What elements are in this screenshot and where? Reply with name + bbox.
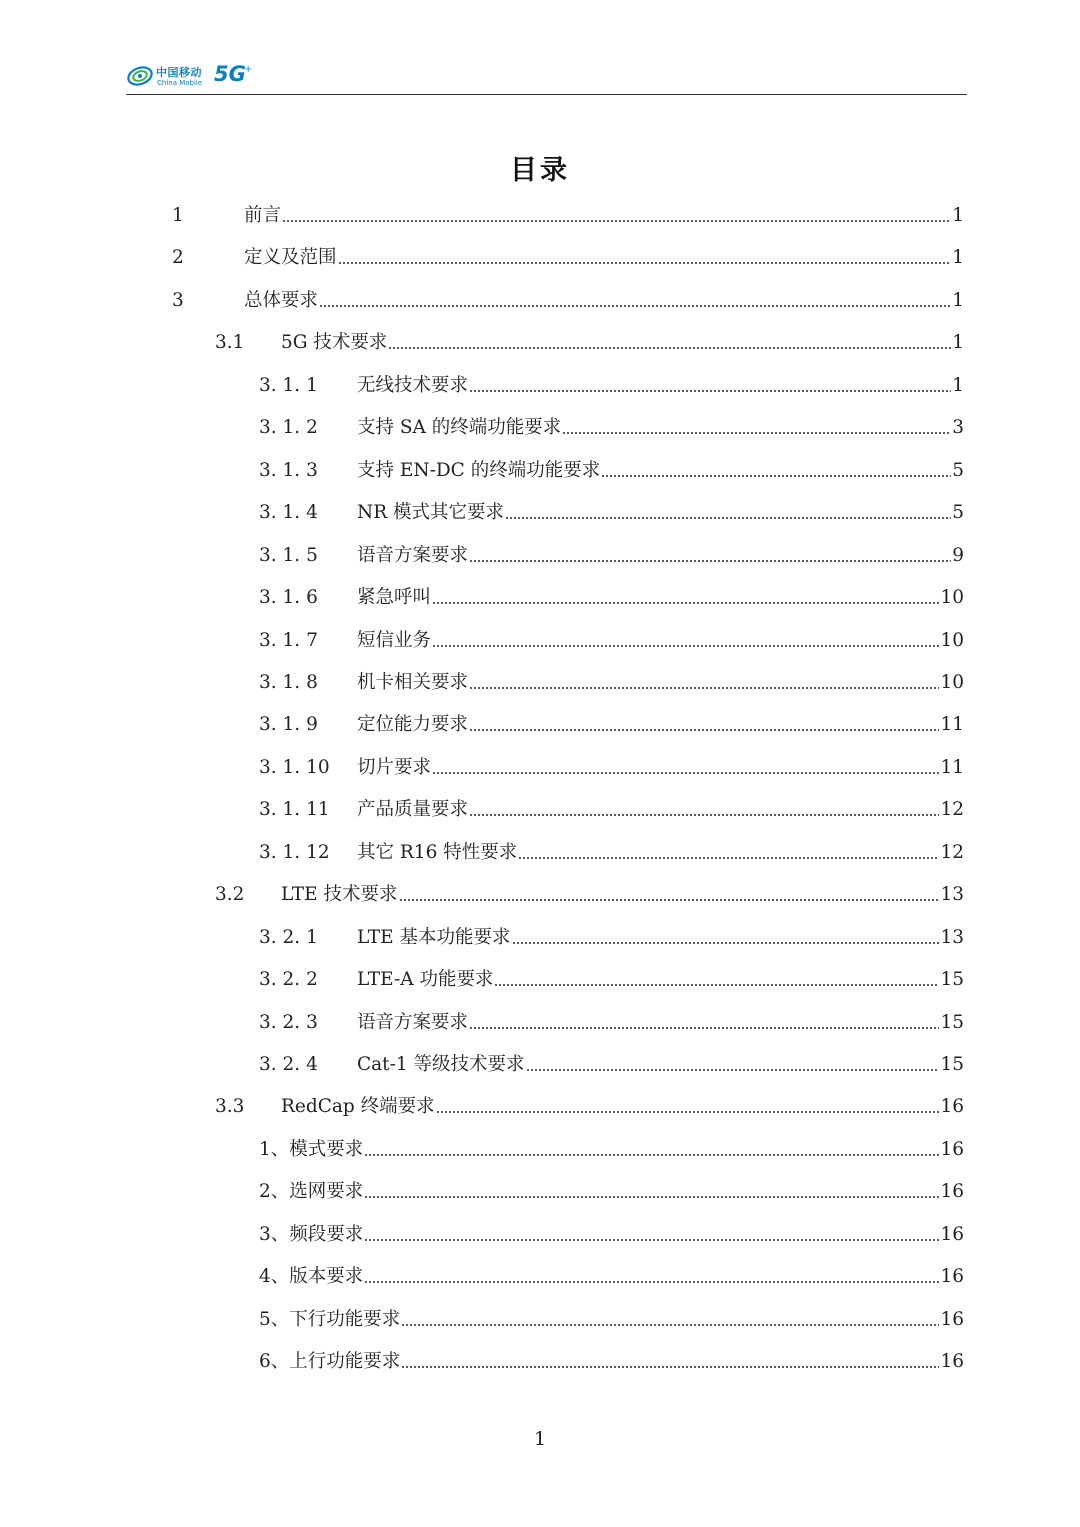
toc-entry[interactable] [172, 286, 964, 316]
toc-dot-leader [469, 390, 951, 392]
toc-entry-number: 3. 1. 1 [259, 374, 318, 396]
toc-entry[interactable] [259, 965, 964, 995]
toc-entry-label: 支持 EN-DC 的终端功能要求 [357, 459, 601, 481]
toc-dot-leader [469, 729, 939, 731]
toc-entry[interactable] [259, 1050, 964, 1080]
toc-entry-label: 无线技术要求 [357, 374, 469, 396]
toc-entry-number: 3. 1. 12 [259, 841, 330, 863]
toc-entry[interactable] [259, 498, 964, 528]
toc-entry-label: 支持 SA 的终端功能要求 [357, 417, 562, 439]
toc-dot-leader [562, 432, 951, 434]
toc-dot-leader [319, 305, 951, 307]
toc-entry-label: Cat-1 等级技术要求 [357, 1054, 525, 1075]
toc-dot-leader [601, 475, 951, 477]
toc-dot-leader [526, 1069, 940, 1071]
logo-5g-text: 5G [214, 62, 246, 86]
toc-entry-number: 3 [172, 289, 184, 311]
toc-entry[interactable] [215, 1092, 964, 1122]
toc-entry-label: 5、下行功能要求 [259, 1308, 401, 1330]
toc-entry-label: 语音方案要求 [357, 1011, 469, 1033]
toc-dot-leader [432, 772, 939, 774]
toc-entry-label: 2、选网要求 [259, 1181, 364, 1203]
toc-entry-number: 3. 1. 3 [259, 459, 318, 481]
toc-dot-leader [432, 645, 939, 647]
toc-dot-leader [364, 1239, 939, 1241]
toc-dot-leader [436, 1111, 940, 1113]
toc-entry-number: 3. 1. 6 [259, 587, 318, 609]
toc-entry-label: 3、频段要求 [259, 1223, 364, 1245]
toc-entry[interactable] [259, 626, 964, 656]
toc-entry-page: 1 [952, 332, 964, 354]
toc-entry[interactable] [259, 1008, 964, 1038]
toc-entry-page: 1 [952, 374, 964, 396]
toc-entry-page: 13 [940, 884, 964, 906]
toc-entry[interactable] [215, 880, 964, 910]
toc-entry-page: 15 [940, 969, 964, 991]
toc-entry-number: 3.2 [215, 884, 245, 906]
toc-entry[interactable] [259, 413, 964, 443]
toc-entry-page: 16 [940, 1181, 964, 1203]
toc-entry-label: 1、模式要求 [259, 1138, 364, 1160]
toc-entry-page: 15 [940, 1054, 964, 1075]
toc-entry[interactable] [259, 710, 964, 740]
toc-entry-label: LTE-A 功能要求 [357, 969, 494, 991]
toc-entry-page: 16 [940, 1138, 964, 1160]
toc-entry-number: 3. 1. 10 [259, 756, 330, 778]
toc-entry-page: 1 [952, 205, 964, 226]
toc-entry-number: 3. 1. 2 [259, 417, 318, 439]
toc-entry-number: 3. 2. 1 [259, 926, 318, 948]
toc-entry-number: 3. 1. 5 [259, 544, 318, 566]
toc-entry-page: 16 [940, 1266, 964, 1288]
toc-entry-label: NR 模式其它要求 [357, 502, 504, 524]
toc-entry-number: 3. 2. 4 [259, 1054, 318, 1075]
toc-entry-number: 1 [172, 205, 184, 226]
toc-dot-leader [388, 347, 951, 349]
toc-entry-label: 前言 [244, 205, 282, 226]
toc-dot-leader [469, 560, 951, 562]
toc-entry-page: 10 [940, 629, 964, 651]
toc-dot-leader [469, 1027, 939, 1029]
toc-entry-number: 3. 2. 3 [259, 1011, 318, 1033]
toc-entry-page: 15 [940, 1011, 964, 1033]
toc-dot-leader [364, 1154, 939, 1156]
toc-entry-label: 定位能力要求 [357, 714, 469, 736]
toc-entry-page: 1 [952, 247, 964, 269]
toc-entry-page: 11 [940, 756, 964, 778]
toc-dot-leader [505, 517, 951, 519]
toc-entry[interactable] [259, 456, 964, 486]
toc-entry[interactable] [259, 1262, 964, 1292]
toc-dot-leader [469, 814, 939, 816]
toc-entry[interactable] [259, 1220, 964, 1250]
toc-entry-label: 紧急呼叫 [357, 587, 432, 609]
toc-entry-label: 定义及范围 [244, 247, 337, 269]
toc-entry-label: 切片要求 [357, 756, 432, 778]
logo-chinese-text: 中国移动 [156, 66, 202, 79]
toc-entry-label: LTE 技术要求 [281, 884, 398, 906]
toc-entry-page: 16 [940, 1351, 964, 1373]
toc-entry-label: 4、版本要求 [259, 1266, 364, 1288]
toc-entry-number: 3. 1. 11 [259, 799, 330, 821]
toc-dot-leader [432, 602, 939, 604]
toc-entry-number: 3. 1. 7 [259, 629, 318, 651]
toc-entry[interactable] [259, 795, 964, 825]
toc-entry[interactable] [259, 1305, 964, 1335]
toc-entry-page: 1 [952, 289, 964, 311]
toc-entry[interactable] [259, 753, 964, 783]
toc-entry-number: 3. 1. 4 [259, 502, 318, 524]
toc-entry-number: 3. 1. 8 [259, 671, 318, 693]
toc-entry[interactable] [259, 668, 964, 698]
toc-entry[interactable] [172, 243, 964, 273]
toc-entry-label: 6、上行功能要求 [259, 1351, 401, 1373]
toc-entry-label: 产品质量要求 [357, 799, 469, 821]
toc-entry-number: 2 [172, 247, 184, 269]
toc-entry[interactable] [259, 371, 964, 401]
toc-entry[interactable] [259, 838, 964, 868]
toc-dot-leader [399, 899, 940, 901]
toc-entry-label: 语音方案要求 [357, 544, 469, 566]
toc-entry-label: LTE 基本功能要求 [357, 926, 511, 948]
toc-entry-label: 总体要求 [244, 289, 319, 311]
toc-dot-leader [494, 984, 939, 986]
page-title: 目录 [510, 155, 570, 186]
toc-dot-leader [512, 942, 940, 944]
toc-entry-number: 3. 1. 9 [259, 714, 318, 736]
toc-entry-label: 5G 技术要求 [281, 332, 388, 354]
toc-entry-page: 5 [952, 502, 964, 524]
toc-entry-label: 机卡相关要求 [357, 671, 469, 693]
toc-dot-leader [518, 857, 939, 859]
page-number: 1 [533, 1428, 547, 1450]
toc-entry-page: 5 [952, 459, 964, 481]
toc-entry-number: 3.1 [215, 332, 245, 354]
toc-entry-label: 其它 R16 特性要求 [357, 841, 518, 863]
toc-entry-page: 11 [940, 714, 964, 736]
toc-entry[interactable] [259, 541, 964, 571]
toc-entry-page: 16 [940, 1308, 964, 1330]
toc-entry[interactable] [259, 1177, 964, 1207]
toc-dot-leader [338, 262, 952, 264]
toc-entry-number: 3. 2. 2 [259, 969, 318, 991]
toc-entry[interactable] [259, 1135, 964, 1165]
toc-entry-page: 10 [940, 671, 964, 693]
toc-dot-leader [364, 1281, 939, 1283]
toc-dot-leader [469, 687, 939, 689]
toc-entry[interactable] [172, 201, 964, 231]
toc-entry-page: 3 [952, 417, 964, 439]
toc-entry-page: 10 [940, 587, 964, 609]
toc-entry-page: 12 [940, 799, 964, 821]
toc-dot-leader [401, 1324, 939, 1326]
toc-entry[interactable] [259, 923, 964, 953]
toc-dot-leader [364, 1196, 939, 1198]
toc-entry-page: 16 [940, 1096, 964, 1118]
toc-entry-number: 3.3 [215, 1096, 245, 1118]
toc-entry-label: 短信业务 [357, 629, 432, 651]
logo-plus-text: + [244, 64, 253, 75]
toc-entry[interactable] [259, 1347, 964, 1377]
toc-dot-leader [282, 220, 951, 222]
toc-entry-label: RedCap 终端要求 [281, 1096, 435, 1118]
toc-entry-page: 9 [952, 544, 964, 566]
toc-entry[interactable] [215, 328, 964, 358]
toc-entry-page: 12 [940, 841, 964, 863]
toc-entry-page: 13 [940, 926, 964, 948]
toc-dot-leader [401, 1366, 939, 1368]
logo-english-text: China Mobile [157, 79, 203, 87]
toc-entry[interactable] [259, 583, 964, 613]
toc-entry-page: 16 [940, 1223, 964, 1245]
